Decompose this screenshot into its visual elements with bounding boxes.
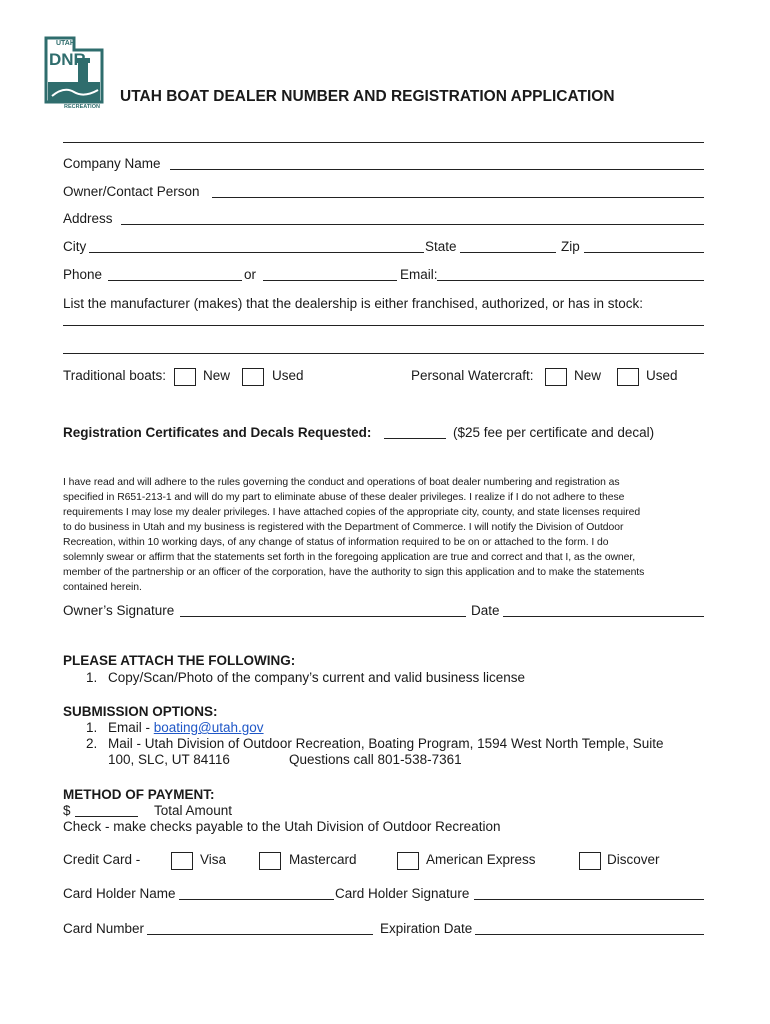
card-number-field[interactable] — [147, 934, 373, 935]
signature-date-label: Date — [471, 603, 500, 618]
declaration-line: requirements I may lose my dealer privileges. I have attached copies of the appropriate city, county, and state licenses required — [63, 507, 641, 518]
attach-item-1: Copy/Scan/Photo of the company’s current and valid business license — [108, 670, 525, 685]
submission-item-2-line-2b: Questions call 801-538-7361 — [289, 752, 462, 767]
payment-amount-field[interactable] — [75, 816, 138, 817]
payment-total-amount-label: Total Amount — [154, 803, 233, 818]
submission-item-1 — [108, 720, 264, 735]
city-field[interactable] — [89, 252, 424, 253]
card-number-label: Card Number — [63, 921, 145, 936]
page-title: UTAH BOAT DEALER NUMBER AND REGISTRATION APPLICATION — [120, 88, 615, 105]
traditional-new-checkbox[interactable] — [174, 368, 196, 386]
american-express-checkbox[interactable] — [397, 852, 419, 870]
phone-field[interactable] — [108, 280, 242, 281]
email-label: Email: — [400, 267, 438, 282]
attach-item-number: 1. — [86, 670, 98, 685]
company-name-field[interactable] — [170, 169, 704, 170]
logo-top-text: UTAH — [56, 40, 75, 47]
traditional-used-checkbox[interactable] — [242, 368, 264, 386]
utah-dnr-logo — [44, 34, 104, 114]
submission-item-2-line-2a: 100, SLC, UT 84116 — [108, 752, 230, 767]
registration-label: Registration Certificates and Decals Requested: — [63, 425, 372, 440]
title-divider — [63, 142, 704, 143]
traditional-new-label: New — [203, 368, 231, 383]
registration-quantity-field[interactable] — [384, 438, 446, 439]
city-label: City — [63, 239, 87, 254]
signature-date-field[interactable] — [503, 616, 704, 617]
state-label: State — [425, 239, 457, 254]
watercraft-used-label: Used — [646, 368, 678, 383]
mastercard-checkbox[interactable] — [259, 852, 281, 870]
address-label: Address — [63, 211, 113, 226]
zip-field[interactable] — [584, 252, 704, 253]
payment-check-line: Check - make checks payable to the Utah Division of Outdoor Recreation — [63, 819, 501, 834]
declaration-line: I have read and will adhere to the rules governing the conduct and operations of boat dealer numbering and registration as — [63, 477, 620, 488]
declaration-paragraph — [63, 475, 713, 595]
submission-email-link[interactable]: boating@utah.gov — [153, 720, 264, 735]
discover-checkbox[interactable] — [579, 852, 601, 870]
card-holder-signature-field[interactable] — [474, 899, 704, 900]
owner-signature-label: Owner’s Signature — [63, 603, 175, 618]
owner-signature-field[interactable] — [180, 616, 466, 617]
american-express-label: American Express — [426, 852, 536, 867]
phone-or-label: or — [244, 267, 257, 282]
card-holder-signature-label: Card Holder Signature — [335, 886, 470, 901]
phone-label: Phone — [63, 267, 103, 282]
watercraft-used-checkbox[interactable] — [617, 368, 639, 386]
owner-contact-field[interactable] — [212, 197, 704, 198]
declaration-line: member of the partnership or an officer of the corporation, have the authority to sign this application and to make the statements — [63, 567, 645, 578]
watercraft-new-checkbox[interactable] — [545, 368, 567, 386]
payment-heading: METHOD OF PAYMENT: — [63, 787, 215, 802]
phone-alt-field[interactable] — [263, 280, 397, 281]
declaration-line: contained herein. — [63, 582, 142, 593]
mastercard-label: Mastercard — [289, 852, 357, 867]
personal-watercraft-label: Personal Watercraft: — [411, 368, 534, 383]
visa-checkbox[interactable] — [171, 852, 193, 870]
traditional-used-label: Used — [272, 368, 304, 383]
submission-item-2-number: 2. — [86, 736, 98, 751]
address-field[interactable] — [121, 224, 704, 225]
declaration-line: Recreation, within 10 working days, of any change of status of information required to be on or attached to the form. I do — [63, 537, 609, 548]
card-holder-name-field[interactable] — [179, 899, 334, 900]
company-name-label: Company Name — [63, 156, 161, 171]
card-holder-name-label: Card Holder Name — [63, 886, 176, 901]
logo-bottom-text: RECREATION — [64, 104, 100, 110]
declaration-line: specified in R651-213-1 and will do my part to eliminate abuse of these dealer privileges. I realize if I do not adhere to these — [63, 492, 625, 503]
watercraft-new-label: New — [574, 368, 602, 383]
payment-dollar-sign: $ — [63, 803, 71, 818]
owner-contact-label: Owner/Contact Person — [63, 184, 200, 199]
expiration-date-field[interactable] — [475, 934, 704, 935]
logo-main-text: DNR — [49, 50, 86, 69]
credit-card-label: Credit Card - — [63, 852, 141, 867]
declaration-line: solemnly swear or affirm that the statements set forth in the foregoing application are true and correct and that I, as the owner, — [63, 552, 636, 563]
attach-heading: PLEASE ATTACH THE FOLLOWING: — [63, 653, 296, 668]
registration-fee-note: ($25 fee per certificate and decal) — [453, 425, 655, 440]
zip-label: Zip — [561, 239, 580, 254]
discover-label: Discover — [607, 852, 660, 867]
submission-item-2-line-1: Mail - Utah Division of Outdoor Recreation, Boating Program, 1594 West North Temple, Suite — [108, 736, 664, 751]
state-field[interactable] — [460, 252, 556, 253]
declaration-line: to do business in Utah and my business is registered with the Department of Commerce. I will notify the Division of Outdoor — [63, 522, 624, 533]
submission-email-prefix: Email - — [108, 720, 154, 735]
submission-heading: SUBMISSION OPTIONS: — [63, 704, 218, 719]
manufacturer-field-2[interactable] — [63, 353, 704, 354]
manufacturer-prompt: List the manufacturer (makes) that the dealership is either franchised, authorized, or has in stock: — [63, 296, 644, 311]
expiration-date-label: Expiration Date — [380, 921, 473, 936]
submission-item-1-number: 1. — [86, 720, 98, 735]
visa-label: Visa — [200, 852, 227, 867]
manufacturer-field-1[interactable] — [63, 325, 704, 326]
email-field[interactable] — [437, 280, 704, 281]
traditional-boats-label: Traditional boats: — [63, 368, 167, 383]
